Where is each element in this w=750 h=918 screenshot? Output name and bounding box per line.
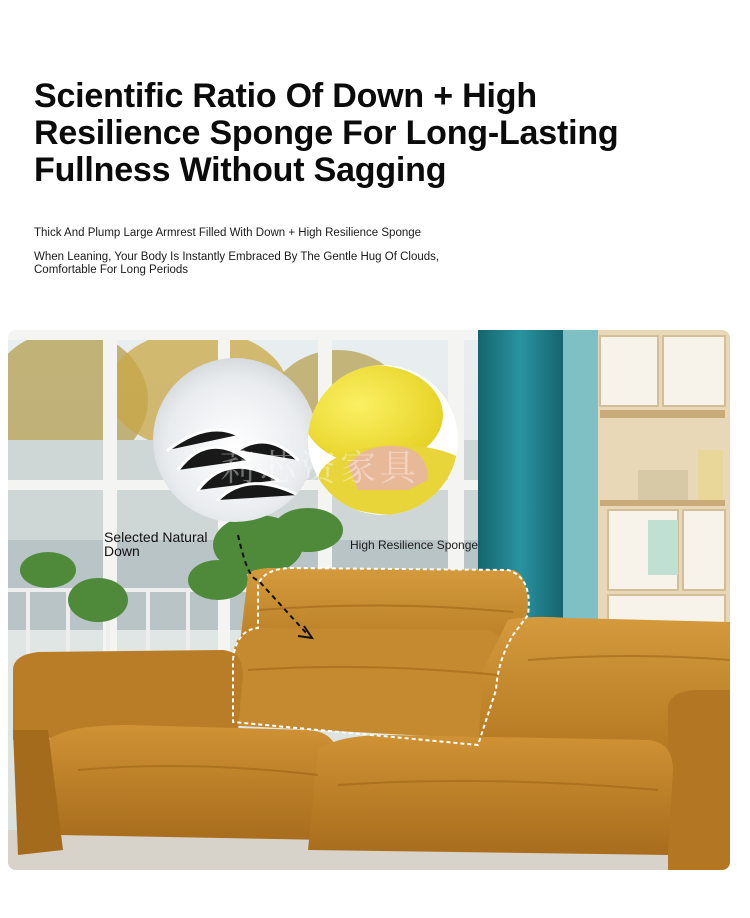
brand-watermark: 莉芯资家具 [220,448,421,489]
headline [34,78,714,189]
callout-natural-down: Selected Natural Down [104,529,208,559]
armrest-description: Thick And Plump Large Armrest Filled With Down + High Resilience Sponge [34,227,422,239]
headline-line-1: Scientific Ratio Of Down + High [34,77,537,115]
callout-high-resilience-sponge: High Resilience Sponge [350,538,479,552]
headline-line-3: Fullness Without Sagging [34,151,447,189]
sofa-product-photo [8,330,730,870]
headline-line-2: Resilience Sponge For Long-Lasting [34,114,619,152]
comfort-description: When Leaning, Your Body Is Instantly Embraced By The Gentle Hug Of Clouds, Comfortable For Long Periods [34,251,440,276]
